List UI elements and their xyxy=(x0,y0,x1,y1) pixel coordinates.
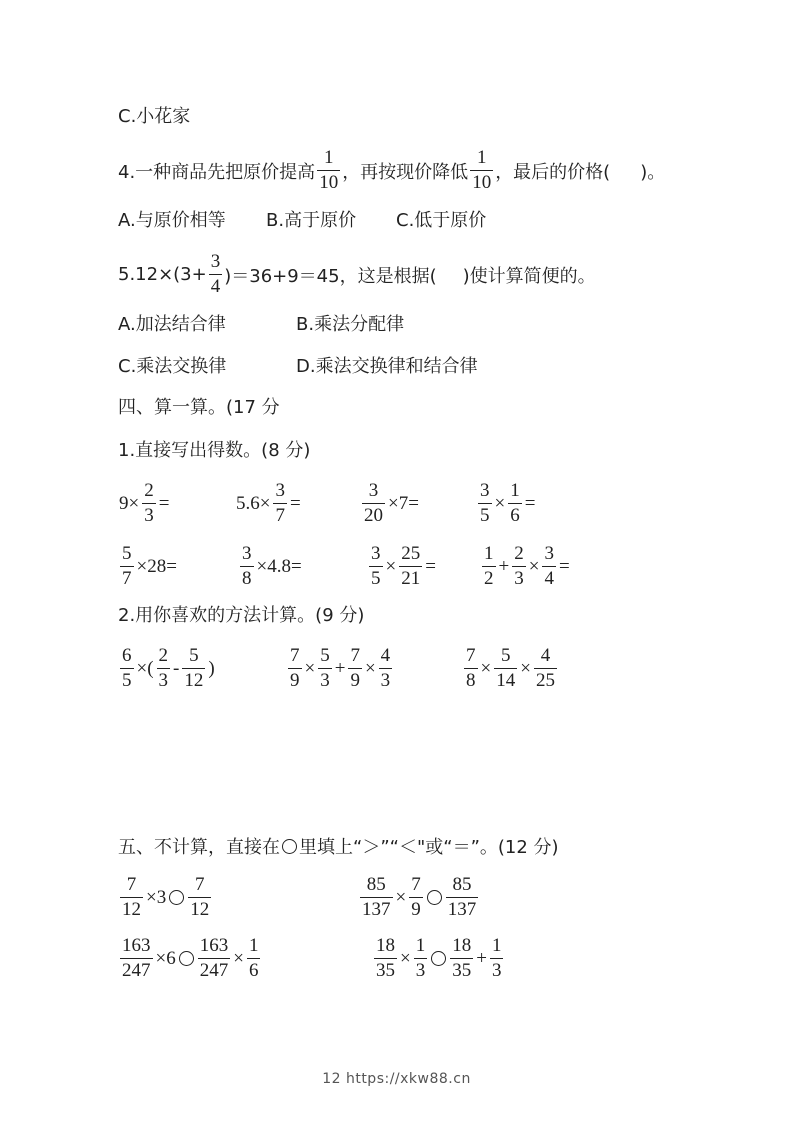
fraction-numerator: 3 xyxy=(242,543,252,564)
fraction-denominator: 12 xyxy=(190,899,210,920)
fraction xyxy=(482,543,496,590)
math-operator: × xyxy=(364,657,376,679)
math-operator: × xyxy=(520,657,531,679)
fraction-numerator: 1 xyxy=(323,147,334,168)
direct-calc-item xyxy=(360,480,420,527)
fraction-denominator: 2 xyxy=(484,568,494,589)
fraction-numerator: 7 xyxy=(290,645,300,666)
fraction xyxy=(494,645,517,692)
math-operator: ×7= xyxy=(388,492,419,514)
fraction xyxy=(188,874,211,921)
math-operator: ×3 xyxy=(146,886,167,908)
fraction-numerator: 4 xyxy=(540,645,551,666)
fraction-denominator: 10 xyxy=(472,172,492,193)
fraction-denominator: 9 xyxy=(411,899,421,920)
q4-text-mid: ，再按现价降低 xyxy=(342,161,469,183)
fraction xyxy=(120,935,153,982)
section5-title: 五、不计算，直接在 里填上“＞”“＜"或“＝”。(12 分) xyxy=(118,837,559,858)
fraction-numerator: 3 xyxy=(210,251,221,272)
fraction-denominator: 3 xyxy=(415,960,426,981)
fraction xyxy=(273,480,287,527)
math-operator: × xyxy=(480,657,492,679)
fraction-numerator: 1 xyxy=(476,147,487,168)
q5-option-d: D.乘法交换律和结合律 xyxy=(296,356,478,377)
fraction-numerator: 7 xyxy=(194,874,205,895)
section4-title: 四、算一算。(17 分 xyxy=(118,397,280,418)
math-operator: × xyxy=(528,555,540,577)
fraction-numerator: 3 xyxy=(371,543,381,564)
fraction xyxy=(360,874,393,921)
direct-calc-item xyxy=(480,543,571,590)
fraction-numerator: 4 xyxy=(380,645,391,666)
compare-item xyxy=(118,935,262,982)
fraction-numerator: 5 xyxy=(500,645,511,666)
compare-item xyxy=(118,874,213,921)
compare-circle[interactable] xyxy=(169,890,184,905)
q4-option-b: B.高于原价 xyxy=(266,210,357,231)
fraction xyxy=(240,543,254,590)
math-operator: + xyxy=(334,657,346,679)
direct-calc-item xyxy=(118,543,178,590)
fraction-numerator: 7 xyxy=(466,645,476,666)
fraction xyxy=(209,251,223,298)
math-operator: = xyxy=(558,555,570,577)
math-operator: ×4.8= xyxy=(256,555,302,577)
fraction-numerator: 3 xyxy=(480,480,490,501)
fraction xyxy=(464,645,478,692)
q5-question: 5.12×(3+ $\frac{3}{4}$ )＝36+9＝45，这是根据( )使计算简便的。 xyxy=(118,251,596,297)
fraction-numerator: 1 xyxy=(510,480,520,501)
fraction-numerator: 3 xyxy=(368,480,379,501)
fraction-denominator: 6 xyxy=(248,960,259,981)
fraction xyxy=(508,480,522,527)
compare-circle-icon xyxy=(282,839,297,854)
fraction xyxy=(157,645,171,692)
q5-option-a: A.加法结合律 xyxy=(118,314,226,335)
math-operator: ×( xyxy=(136,657,154,679)
fraction xyxy=(414,935,428,982)
fraction xyxy=(198,935,231,982)
fraction-numerator: 1 xyxy=(248,935,259,956)
fraction xyxy=(142,480,156,527)
direct-calc-item xyxy=(476,480,536,527)
fraction-denominator: 9 xyxy=(290,670,300,691)
fraction xyxy=(317,147,340,194)
compare-circle[interactable] xyxy=(431,951,446,966)
fraction-denominator: 8 xyxy=(242,568,252,589)
compare-circle[interactable] xyxy=(427,890,442,905)
math-operator: ) xyxy=(208,657,215,679)
fraction xyxy=(409,874,423,921)
math-operator: 9× xyxy=(119,492,140,514)
fraction-numerator: 5 xyxy=(320,645,330,666)
fraction xyxy=(512,543,526,590)
math-operator: = xyxy=(158,492,170,514)
fraction-numerator: 1 xyxy=(491,935,502,956)
fraction-denominator: 137 xyxy=(362,899,391,920)
fraction-numerator: 2 xyxy=(158,645,169,666)
fraction-numerator: 85 xyxy=(452,874,472,895)
fraction xyxy=(478,480,492,527)
fraction-denominator: 3 xyxy=(491,960,502,981)
fraction-numerator: 5 xyxy=(189,645,199,666)
fraction-denominator: 25 xyxy=(535,670,555,691)
q4-question: 4.一种商品先把原价提高 $\frac{1}{10}$ ，再按现价降低 $\frac{1}{10}$ ，最后的价格( )。 xyxy=(118,147,666,193)
q4-option-c: C.低于原价 xyxy=(396,210,487,231)
direct-calc-item xyxy=(235,480,302,527)
q4-option-a: A.与原价相等 xyxy=(118,210,226,231)
math-operator: × xyxy=(304,657,316,679)
fraction-numerator: 18 xyxy=(376,935,395,956)
fraction-numerator: 7 xyxy=(350,645,360,666)
fraction xyxy=(379,645,393,692)
fraction xyxy=(362,480,385,527)
compare-item xyxy=(372,935,505,982)
fraction xyxy=(534,645,557,692)
math-operator: + xyxy=(498,555,510,577)
fraction xyxy=(247,935,261,982)
fraction-numerator: 3 xyxy=(544,543,554,564)
math-operator: ×28= xyxy=(136,555,177,577)
calc-item xyxy=(462,645,559,692)
fraction-denominator: 6 xyxy=(510,505,520,526)
fraction-numerator: 85 xyxy=(366,874,386,895)
math-operator: × xyxy=(400,947,411,969)
fraction-denominator: 3 xyxy=(144,505,154,526)
math-operator: × xyxy=(385,555,397,577)
fraction-denominator: 9 xyxy=(350,670,360,691)
section4-sub1: 1.直接写出得数。(8 分) xyxy=(118,440,311,461)
fraction xyxy=(120,645,134,692)
math-operator: = xyxy=(524,492,536,514)
compare-circle[interactable] xyxy=(179,951,194,966)
math-operator: × xyxy=(494,492,506,514)
fraction xyxy=(446,874,479,921)
fraction xyxy=(120,874,143,921)
q5-option-b: B.乘法分配律 xyxy=(296,314,405,335)
fraction-denominator: 35 xyxy=(376,960,395,981)
math-operator: = xyxy=(425,555,436,577)
fraction-denominator: 247 xyxy=(199,960,229,981)
fraction-denominator: 14 xyxy=(496,670,516,691)
fraction xyxy=(450,935,473,982)
fraction xyxy=(369,543,383,590)
calc-item xyxy=(118,645,216,692)
fraction-denominator: 10 xyxy=(319,172,339,193)
direct-calc-item xyxy=(118,480,170,527)
fraction-denominator: 5 xyxy=(480,505,490,526)
fraction xyxy=(374,935,397,982)
compare-item xyxy=(358,874,480,921)
fraction xyxy=(120,543,134,590)
math-operator: × xyxy=(233,947,244,969)
fraction-denominator: 12 xyxy=(184,670,204,691)
fraction-numerator: 25 xyxy=(401,543,421,564)
fraction-denominator: 7 xyxy=(122,568,132,589)
fraction xyxy=(288,645,302,692)
direct-calc-item xyxy=(238,543,303,590)
fraction-numerator: 7 xyxy=(411,874,421,895)
q5-text-pre: 5.12×(3+ xyxy=(118,264,207,285)
fraction-denominator: 137 xyxy=(447,899,477,920)
fraction-denominator: 3 xyxy=(514,568,524,589)
fraction-denominator: 3 xyxy=(380,670,391,691)
math-operator: × xyxy=(395,886,407,908)
fraction xyxy=(348,645,362,692)
fraction-numerator: 18 xyxy=(452,935,472,956)
fraction-numerator: 163 xyxy=(122,935,151,956)
fraction-denominator: 5 xyxy=(122,670,132,691)
q5-text-mid: )＝36+9＝45，这是根据( xyxy=(224,265,437,287)
fraction-numerator: 7 xyxy=(126,874,137,895)
math-operator: 5.6× xyxy=(236,492,271,514)
fraction-numerator: 2 xyxy=(514,543,524,564)
fraction xyxy=(470,147,493,194)
fraction xyxy=(182,645,205,692)
calc-item xyxy=(286,645,394,692)
fraction-numerator: 163 xyxy=(199,935,229,956)
fraction-denominator: 12 xyxy=(122,899,141,920)
fraction-denominator: 21 xyxy=(401,568,421,589)
fraction-numerator: 2 xyxy=(144,480,154,501)
fraction-denominator: 3 xyxy=(320,670,330,691)
fraction-denominator: 8 xyxy=(466,670,476,691)
q3-option-c: C.小花家 xyxy=(118,106,191,127)
fraction-denominator: 3 xyxy=(158,670,169,691)
fraction-numerator: 1 xyxy=(484,543,494,564)
fraction-denominator: 35 xyxy=(452,960,472,981)
fraction xyxy=(318,645,332,692)
fraction xyxy=(542,543,556,590)
fraction xyxy=(490,935,504,982)
fraction-denominator: 5 xyxy=(371,568,381,589)
q4-text-post: ，最后的价格( xyxy=(495,161,611,183)
fraction xyxy=(399,543,422,590)
fraction-denominator: 7 xyxy=(275,505,285,526)
fraction-denominator: 247 xyxy=(122,960,151,981)
section4-sub2: 2.用你喜欢的方法计算。(9 分) xyxy=(118,605,365,626)
math-operator: - xyxy=(173,657,180,679)
math-operator: + xyxy=(476,947,487,969)
q5-option-c: C.乘法交换律 xyxy=(118,356,227,377)
direct-calc-item xyxy=(367,543,437,590)
fraction-numerator: 5 xyxy=(122,543,132,564)
math-operator: ×6 xyxy=(155,947,176,969)
math-operator: = xyxy=(289,492,301,514)
fraction-numerator: 3 xyxy=(275,480,285,501)
fraction-denominator: 4 xyxy=(210,276,221,297)
fraction-denominator: 4 xyxy=(544,568,554,589)
fraction-numerator: 6 xyxy=(122,645,132,666)
fraction-numerator: 1 xyxy=(415,935,426,956)
q4-text-pre: 4.一种商品先把原价提高 xyxy=(118,161,316,183)
page-footer: 12 https://xkw88.cn xyxy=(322,1071,471,1087)
fraction-denominator: 20 xyxy=(364,505,383,526)
